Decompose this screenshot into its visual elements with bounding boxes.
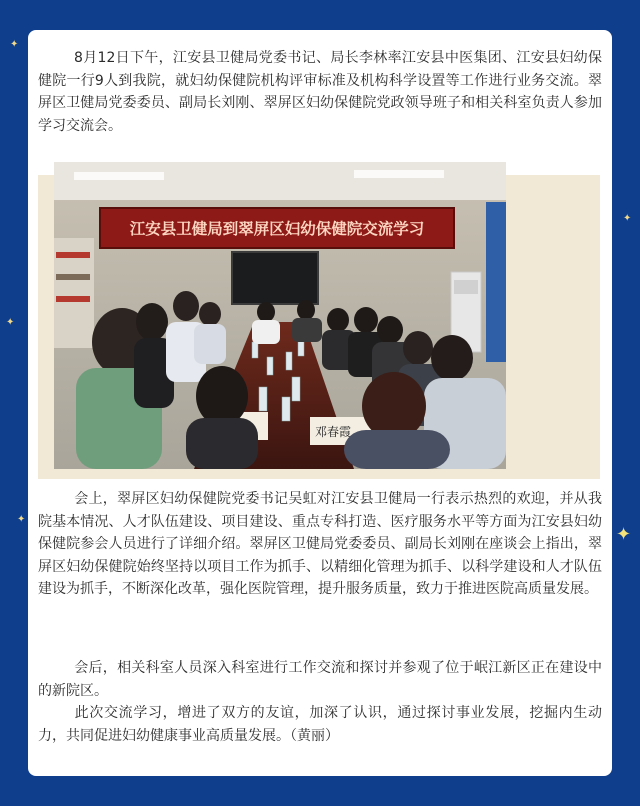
- article-paragraph: [38, 657, 602, 702]
- paragraph-text: 会上，翠屏区妇幼保健院党委书记吴虹对江安县卫健局一行表示热烈的欢迎，并从我院基本情况、人才队伍建设、项目建设、重点专科打造、医疗服务水平等方面为江安县妇幼保健院参会人员进行了详细介绍。翠屏区卫健局党委委员、副局长刘刚在座谈会上指出，翠屏区妇幼保健院始终坚持以项目工作为抓手、以精细化管理为抓手、以科学建设和人才队伍建设为抓手，不断深化改革，强化医院管理，提升服务质量，致力于推进医院高质量发展。: [38, 491, 602, 598]
- article-paragraph: [38, 702, 602, 747]
- article-paragraph: [38, 47, 602, 137]
- star-icon: ✦: [17, 514, 26, 525]
- nameplate-text: 邓春霞: [315, 425, 352, 439]
- star-icon: ✦: [10, 39, 19, 50]
- tv-screen: [232, 252, 318, 304]
- paragraph-text: 会后，相关科室人员深入科室进行工作交流和探讨并参观了位于岷江新区正在建设中的新院区。: [38, 660, 602, 699]
- meeting-photo-illustration: [54, 162, 506, 469]
- paragraph-text: 8月12日下午，江安县卫健局党委书记、局长李林率江安县中医集团、江安县妇幼保健院一行9人到我院，就妇幼保健院机构评审标准及机构科学设置等工作进行业务交流。翠屏区卫健局党委委员、副局长刘刚、翠屏区妇幼保健院党政领导班子和相关科室负责人参加学习交流会。: [38, 50, 602, 134]
- star-icon: ✦: [6, 317, 15, 328]
- meeting-photo: [54, 162, 506, 469]
- article-paragraph: [38, 488, 602, 601]
- star-icon: ✦: [616, 524, 632, 545]
- banner-text: 江安县卫健局到翠屏区妇幼保健院交流学习: [129, 220, 425, 238]
- star-icon: ✦: [623, 213, 632, 224]
- paragraph-text: 此次交流学习，增进了双方的友谊，加深了认识，通过探讨事业发展，挖掘内生动力，共同促进妇幼健康事业高质量发展。（黄丽）: [38, 705, 602, 744]
- article-card: [28, 30, 612, 776]
